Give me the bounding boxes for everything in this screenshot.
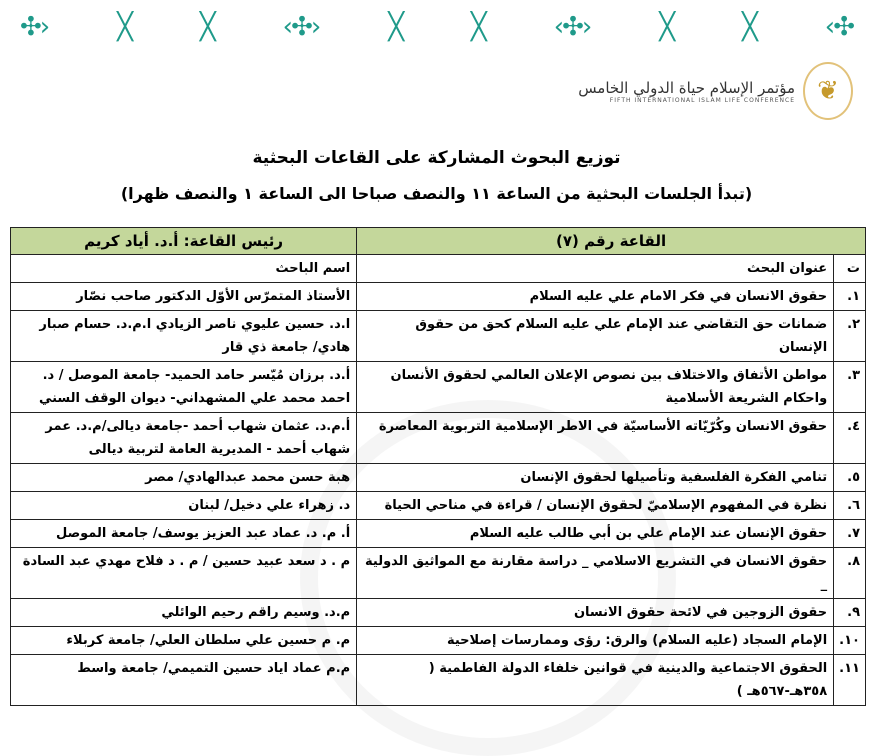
researcher-name: الأستاذ المتمرّس الأوّل الدكتور صاحب نصّار (11, 283, 357, 311)
column-header-row (11, 255, 866, 283)
conference-logo (578, 62, 853, 120)
researcher-name: هبة حسن محمد عبدالهادي/ مصر (11, 464, 357, 492)
row-number: ٢. (834, 311, 866, 362)
ornament-icon: ‹✣ (824, 12, 853, 42)
page-subtitle: (تبدأ الجلسات البحثية من الساعة ١١ والنصف صباحا الى الساعة ١ والنصف ظهرا) (120, 184, 753, 203)
ornament-icon: ╳ (742, 12, 756, 42)
row-number: ٤. (834, 413, 866, 464)
table-row (11, 627, 866, 655)
paper-title: مواطن الأتفاق والاختلاف بين نصوص الإعلان العالمي لحقوق الأنسان واحكام الشريعة الأسلامية (357, 362, 834, 413)
paper-title: تنامي الفكرة الفلسفية وتأصيلها لحقوق الإنسان (357, 464, 834, 492)
paper-title: ضمانات حق التقاضي عند الإمام علي عليه السلام كحق من حقوق الإنسان (357, 311, 834, 362)
paper-title: الحقوق الاجتماعية والدينية في قوانين خلفاء الدولة الفاطمية ( ٣٥٨هـ-٥٦٧هـ ) (357, 655, 834, 706)
paper-title: حقوق الانسان في فكر الامام علي عليه السلام (357, 283, 834, 311)
hall-chair: رئيس القاعة: أ.د. أياد كريم (11, 228, 357, 255)
ornament-icon: ╳ (659, 12, 674, 42)
row-number: ١٠. (834, 627, 866, 655)
decorative-banner (20, 10, 853, 44)
paper-title: حقوق الزوجين في لائحة حقوق الانسان (357, 599, 834, 627)
researcher-name: أ.م.د. عثمان شهاب أحمد -جامعة ديالى/م.د. عمر شهاب أحمد - المديرية العامة لتربية ديالى (11, 413, 357, 464)
row-number: ٣. (834, 362, 866, 413)
table-row (11, 311, 866, 362)
row-number: ٥. (834, 464, 866, 492)
col-researcher-header: اسم الباحث (11, 255, 357, 283)
ornament-icon: ╳ (388, 12, 402, 42)
row-number: ٩. (834, 599, 866, 627)
ornament-icon: ╳ (199, 12, 214, 42)
paper-title: حقوق الانسان وكُرّيّاته الأساسيّة في الاطر الإسلامية التربوية المعاصرة (357, 413, 834, 464)
researcher-name: د. زهراء علي دخيل/ لبنان (11, 492, 357, 520)
researcher-name: أ. م. د. عماد عبد العزيز يوسف/ جامعة الموصل (11, 520, 357, 548)
researcher-name: م. م حسين علي سلطان العلي/ جامعة كربلاء (11, 627, 357, 655)
row-number: ٦. (834, 492, 866, 520)
row-number: ١١. (834, 655, 866, 706)
ornament-icon: ‹✣› (553, 12, 591, 42)
ornament-icon: ╳ (471, 12, 485, 42)
paper-title: حقوق الإنسان عند الإمام علي بن أبي طالب عليه السلام (357, 520, 834, 548)
col-num-header: ت (834, 255, 866, 283)
col-title-header: عنوان البحث (357, 255, 834, 283)
table-row (11, 283, 866, 311)
table-row (11, 492, 866, 520)
paper-title: حقوق الانسان في التشريع الاسلامي _ دراسة مقارنة مع المواثيق الدولية _ (357, 548, 834, 599)
table-row (11, 655, 866, 706)
page-title: توزيع البحوث المشاركة على القاعات البحثية (252, 148, 621, 168)
paper-title: نظرة في المفهوم الإسلاميّ لحقوق الإنسان / قراءة في مناحي الحياة (357, 492, 834, 520)
researcher-name: ا.د. حسين عليوي ناصر الزيادي ا.م.د. حسام صبار هادي/ جامعة ذي قار (11, 311, 357, 362)
hall-number: القاعة رقم (٧) (357, 228, 866, 255)
researcher-name: م.م عماد اياد حسين التميمي/ جامعة واسط (11, 655, 357, 706)
logo-arabic-text: مؤتمر الإسلام حياة الدولي الخامس (578, 78, 795, 97)
ornament-icon: ✣› (20, 12, 49, 42)
researcher-name: أ.د. برزان مُيّسر حامد الحميد- جامعة الموصل / د. احمد محمد علي المشهداني- ديوان الوقف السني (11, 362, 357, 413)
researcher-name: م.د. وسيم راقم رحيم الوائلي (11, 599, 357, 627)
researcher-name: م . د سعد عبيد حسين / م . د فلاح مهدي عبد السادة (11, 548, 357, 599)
table-row (11, 464, 866, 492)
tree-emblem-icon: ❦ (803, 62, 853, 120)
paper-title: الإمام السجاد (عليه السلام) والرق: رؤى وممارسات إصلاحية (357, 627, 834, 655)
ornament-icon: ╳ (117, 12, 131, 42)
table-row (11, 520, 866, 548)
papers-table (10, 227, 866, 706)
hall-header-row (11, 228, 866, 255)
table-row (11, 548, 866, 599)
logo-english-text: FIFTH INTERNATIONAL ISLAM LIFE CONFERENCE (609, 96, 795, 104)
table-row (11, 599, 866, 627)
row-number: ١. (834, 283, 866, 311)
row-number: ٧. (834, 520, 866, 548)
table-row (11, 362, 866, 413)
table-row (11, 413, 866, 464)
row-number: ٨. (834, 548, 866, 599)
ornament-icon: ‹✣› (282, 12, 320, 42)
